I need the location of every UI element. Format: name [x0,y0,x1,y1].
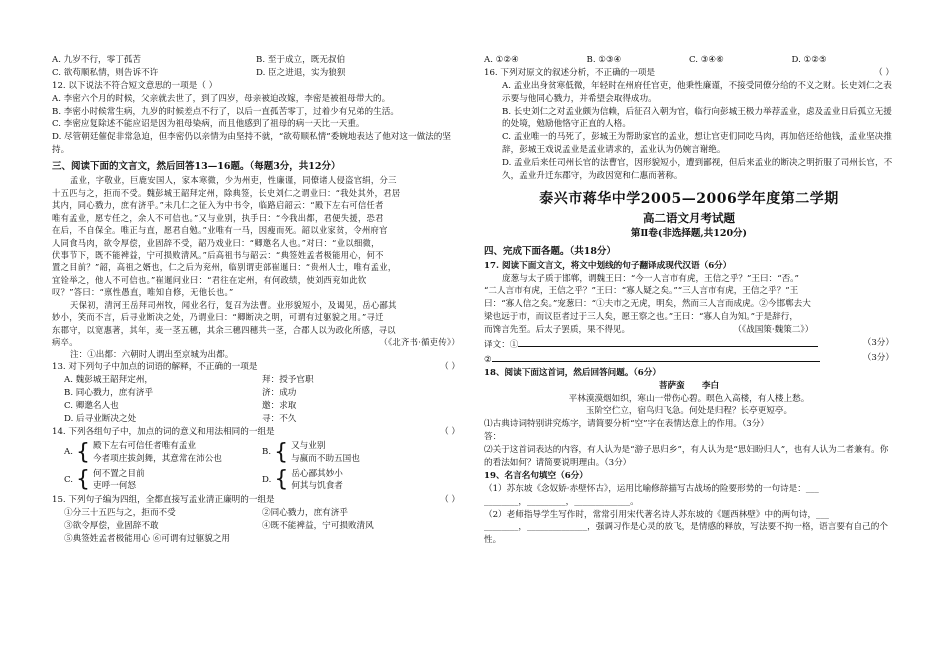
left-column [52,54,460,546]
passage-last-line: 病卒。 [52,337,78,348]
q19-part-2: （2）老师指导学生写作时，常常引用宋代著名诗人苏东坡的《题西林壁》中的两句诗，___ [484,509,829,520]
q14-option-d: D. { 岳心鄙其妙小 何其与饥食者 [262,467,343,493]
q13-b-gloss: 济：成功 [262,388,297,399]
q14-option-b: B. { 又与业别 与嬴而不助五国也 [262,439,360,465]
passage-line: 叹？”答曰：“禀性愚直，唯知自修，无他长也。” [52,287,234,298]
q15-option-d: D. ①②⑤ [791,55,827,65]
q13-option-c [52,400,460,413]
q18-part-1-answer[interactable]: 答： [484,432,502,443]
q13-d-text: D. 后寻业断决之处 [64,413,137,424]
q17-text-line: 庞葱与太子质于邯郸，谓魏王曰：“今一人言市有虎，王信之乎？”王曰：“否。” [502,273,799,284]
q16-option-b: B. 长史刘仁之对孟业颇为信赖，后征召入朝为官，临行向彭城王极力举荐孟业，虑及孟业日后孤立无援的处境，勉励他恪守正直的人格。 [502,106,892,130]
q19-part-1: （1）苏东坡《念奴娇·赤壁怀古》，运用比喻修辞描写古战场的险要形势的一句诗是：___ [484,483,819,494]
passage-line: 人同食马肉，欲令厚偿，业固辞不受，韶乃戏业曰：“卿邀名人也。”对曰：“业以细微， [52,237,380,248]
q17-answer-2-blank[interactable] [492,352,820,362]
q16-answer-paren: （ ） [874,67,894,78]
q14-answer-paren: （ ） [440,426,460,437]
q11-option-d: D. 臣之进退，实为狼狈 [256,67,346,78]
q17-answer-1-label: 译文：① [484,340,519,350]
q15-items-row2 [52,520,460,533]
q15-answer-paren: （ ） [440,495,460,506]
q15-item: ⑤典签姓孟者极能用心 ⑥可谓有过躯貌之用 [64,533,231,544]
q17-answer-2 [484,352,894,367]
q13-option-d [52,413,460,426]
q17-text-line: 曰：“寡人信之矣。”宠葱曰：“①夫市之无虎，明矣，然而三人言而成虎。②今邯郸去大 [484,299,811,310]
q16-option-c: C. 孟业唯一的马死了，彭城王为帮助家官的孟业，想让官吏们同吃马肉，再加倍还给他钱，孟业坚决推辞，彭城王戏说孟业是孟业请求的，孟业认为仍婉言谢绝。 [502,132,892,156]
brace-icon: { [76,467,91,493]
q17-answer-2-label: ② [484,354,492,365]
q16-stem-text: 16. 下列对原文的叙述分析，不正确的一项是 [484,67,656,78]
passage-note: 注：①出都：六朝时人谓出至京城为出都。 [70,349,234,360]
q18-stem: 18、阅读下面这首词，然后回答问题。（6分） [484,367,661,378]
q11-option-c: C. 欲苟顺私情，则告诉不许 [52,67,159,78]
q15-items-row1 [52,507,460,520]
q13-stem [52,361,460,374]
poem-title: 菩萨蛮 李白 [658,380,720,391]
q14-d-line2: 何其与饥食者 [291,481,343,492]
q17-text-line: 而馋言先至。后太子罢质，果不得见。 （《战国策·魏策二》） [484,325,814,336]
q12-stem: 12. 以下说法不符合短文意思的一项是（ ） [52,80,218,91]
q19-part-1-blanks[interactable]: ________，_________，_____________。 [484,496,639,507]
q11-options-row2 [52,67,460,80]
passage-line: 其内，同心戮力，庶有济乎。”未几仁之征入为中书令，临路启韶云：“殿下左右可信任者 [52,200,384,211]
q15-stem-text: 15. 下列句子编为四组，全都直接写孟业清正廉明的一组是 [52,495,275,506]
poem-line: 平林漠漠烟如织，寒山一带伤心碧。暝色入高楼，有人楼上愁。 [568,393,810,404]
q17-text-line: 梁也远于市，而议臣者过于三人矣，愿王察之也。”王曰：“寡人自为知。”于是辞行， [484,312,798,323]
q13-d-gloss: 寻：不久 [262,413,297,424]
q14-options-cd [52,467,460,495]
brace-icon: { [274,467,289,493]
q12-option-c: C. 李密应复除述不能应诏是因为祖母染病，而且他感到了祖母的病一天比一天重。 [52,119,365,130]
q14-c-line1: 何不置之目前 [93,468,145,479]
q11-option-b: B. 至于成立，既无叔伯 [256,55,346,65]
q13-option-a [52,374,460,387]
q13-c-text: C. 卿邀名人也 [64,401,119,412]
classical-passage [52,174,460,348]
q12-option-d: D. 尽管朝廷催促非常急迫，但李密仍以亲情为由坚持不就，“欲苟顺私情”委婉地表达了他对这一做法的坚持。 [52,132,451,156]
q13-c-gloss: 邀：求取 [262,401,297,412]
passage-line: 十五匹与之，拒而不受。魏彭城王韶拜定州，除典签，长史刘仁之谓业曰：“我处其外，君居 [52,187,401,198]
q13-stem-text: 13. 对下列句子中加点的词语的解释，不正确的一项是 [52,362,258,373]
q14-a-line2: 今者项庄拔剑舞，其意常在沛公也 [92,453,222,464]
q11-option-a: A. 九岁不行，零丁孤苦 [52,55,142,65]
passage-line [52,336,460,348]
q13-a-gloss: 拜：授予官职 [262,375,314,386]
q17-stem: 17. 阅读下面文言文，将文中划线的句子翻译成现代汉语（6分） [484,260,732,271]
section-3-title: 三、阅读下面的文言文，然后回答13—16题。（每题3分，共12分） [52,161,341,173]
q11-options-row1 [52,54,460,67]
passage-line: 天保初，清河王岳拜司州牧，闻业名行，复召为法曹。业形貌短小，及谒见，岳心鄙其 [70,299,397,310]
exam-part-title: 第Ⅱ卷(非选择题,共120分) [630,228,748,240]
q15-item: ②同心戮力，庶有济乎 [262,508,348,519]
q14-b-line2: 与嬴而不助五国也 [291,453,360,464]
q14-option-c: C. { 何不置之目前 吏呼一何怒 [64,467,145,493]
passage-line: 唯有孟业，愿专任之，余人不可信也。”又与业别，执手曰：“今我出都，君便失援，恐君 [52,212,384,223]
q14-c-line2: 吏呼一何怒 [93,481,136,492]
q15-option-b: B. ①③④ [586,55,622,65]
q14-b-line1: 又与业别 [291,440,326,451]
q16-option-a: A. 孟业出身贫寒低微，年轻时在州府任官吏，他秉性廉谨，不接受同僚分给的不义之财。长史刘仁之表示要与他同心戮力，并希望会取得成功。 [502,80,892,104]
q12-option-a: A. 李密六个月的时候，父亲就去世了，到了四岁，母亲被迫改嫁，李密是被祖母带大的。 [52,93,391,104]
q16-option-d: D. 孟业后来任司州长官的法曹官，因形貌短小，遭到鄙视，但后来孟业的断决之明折服了司州长官，不久，孟业升迁东郡守，为政因宽和仁惠而著称。 [502,158,893,182]
q13-a-text: A. 魏彭城王韶拜定州， [64,375,154,386]
q13-answer-paren: （ ） [440,362,460,373]
passage-line: 妙小，笑而不言，后寻业断决之处，乃谓业曰：“卿断决之明，可谓有过躯貌之用。”寻迁 [52,312,384,323]
q13-option-b [52,387,460,400]
q17-text-line: “二人言市有虎，王信之乎？”王曰：“寡人疑之矣。”“三人言市有虎，王信之乎？”王 [484,286,799,297]
q14-stem [52,426,460,439]
q15-option-c: C. ③④⑥ [689,55,724,65]
passage-source: （《北齐书·循吏传》） [379,337,460,348]
q13-b-text: B. 同心戮力，庶有济乎 [64,388,154,399]
passage-line: 孟业，字敬业，巨鹿安国人，家本寒微，少为州吏，性廉谨，同僚诸人侵盗官绢，分三 [70,175,397,186]
q14-d-line1: 岳心鄙其妙小 [291,468,343,479]
q15-item: ④既不能裨益，宁可损败清风 [262,521,374,532]
q17-answer-1 [484,337,894,352]
q17-answer-1-blank[interactable] [518,337,818,347]
exam-title: 泰兴市蒋华中学2005—2006学年度第二学期 [539,190,839,207]
q18-part-1: ⑴古典诗词特别讲究炼字，请简要分析“空”字在表情达意上的作用。（3分） [484,419,769,430]
q15-item: ①分三十五匹与之，拒而不受 [64,508,176,519]
q15-stem [52,494,460,507]
q17-points-1: （3分） [862,338,894,348]
passage-line: 伏事节下，既不能裨益，宁可损败清风。”后高祖书与韶云：“典签姓孟者极能用心，何不 [52,250,384,260]
q15-options [484,54,894,67]
brace-icon: { [274,439,289,465]
q14-a-line1: 殿下左右可信任者唯有孟业 [92,440,197,451]
q14-option-a: A. { 殿下左右可信任者唯有孟业 今者项庄拔剑舞，其意常在沛公也 [64,439,222,465]
q19-stem: 19、名言名句填空（6分） [484,470,588,481]
q16-stem [484,67,894,80]
q15-option-a: A. ①②④ [484,55,519,65]
section-4-title: 四、完成下面各题。（共18分） [484,246,616,258]
passage-line: 置之目前？”韶，高祖之婿也，仁之后为兖州，临别谓吏部崔暹曰：“贵州人士，唯有孟业， [52,262,397,273]
q19-part-2-blanks[interactable]: ________，______________，强调习作是心灵的放飞，是情感的释放，写法要不拘一格，语言要有自己的个性。 [484,522,888,546]
q12-option-b: B. 李密小时候常生病，九岁的时候差点不行了，以后一直孤苦零丁，过着少有兄弟的生活。 [52,106,399,117]
q15-item: ③欲令厚偿，业固辞不敢 [64,521,159,532]
passage-line: 宜铨举之，他人不可信也。”崔暹问业曰：“君往在定州，有何政绩，使刘西兖如此钦 [52,274,367,285]
q18-part-2: ⑵关于这首词表达的内容，有人认为是“游子思归乡”，有人认为是“思妇盼归人”，也有人认为二者兼有。你的看法如何？请简要说明理由。（3分） [484,445,889,469]
poem-line: 玉阶空伫立，宿鸟归飞急。何处是归程？长亭更短亭。 [585,406,793,417]
q14-options-ab [52,439,460,467]
passage-line: 东郡守，以宽惠著，其年，麦一茎五穗，其余三穗四穗共一茎，合郡人以为政化所感，寻以 [52,324,396,335]
right-column [484,54,894,547]
passage-line: 在后，不自保全。唯正与直，愿君自勉。”业唯有一马，因瘦而死。韶以业家贫，令州府官 [52,225,388,236]
q14-stem-text: 14. 下列各组句子中，加点的词的意义和用法相同的一组是 [52,426,275,437]
exam-subtitle: 高二语文月考试题 [643,210,735,225]
q17-points-2: （3分） [862,352,894,363]
brace-icon: { [75,439,90,465]
